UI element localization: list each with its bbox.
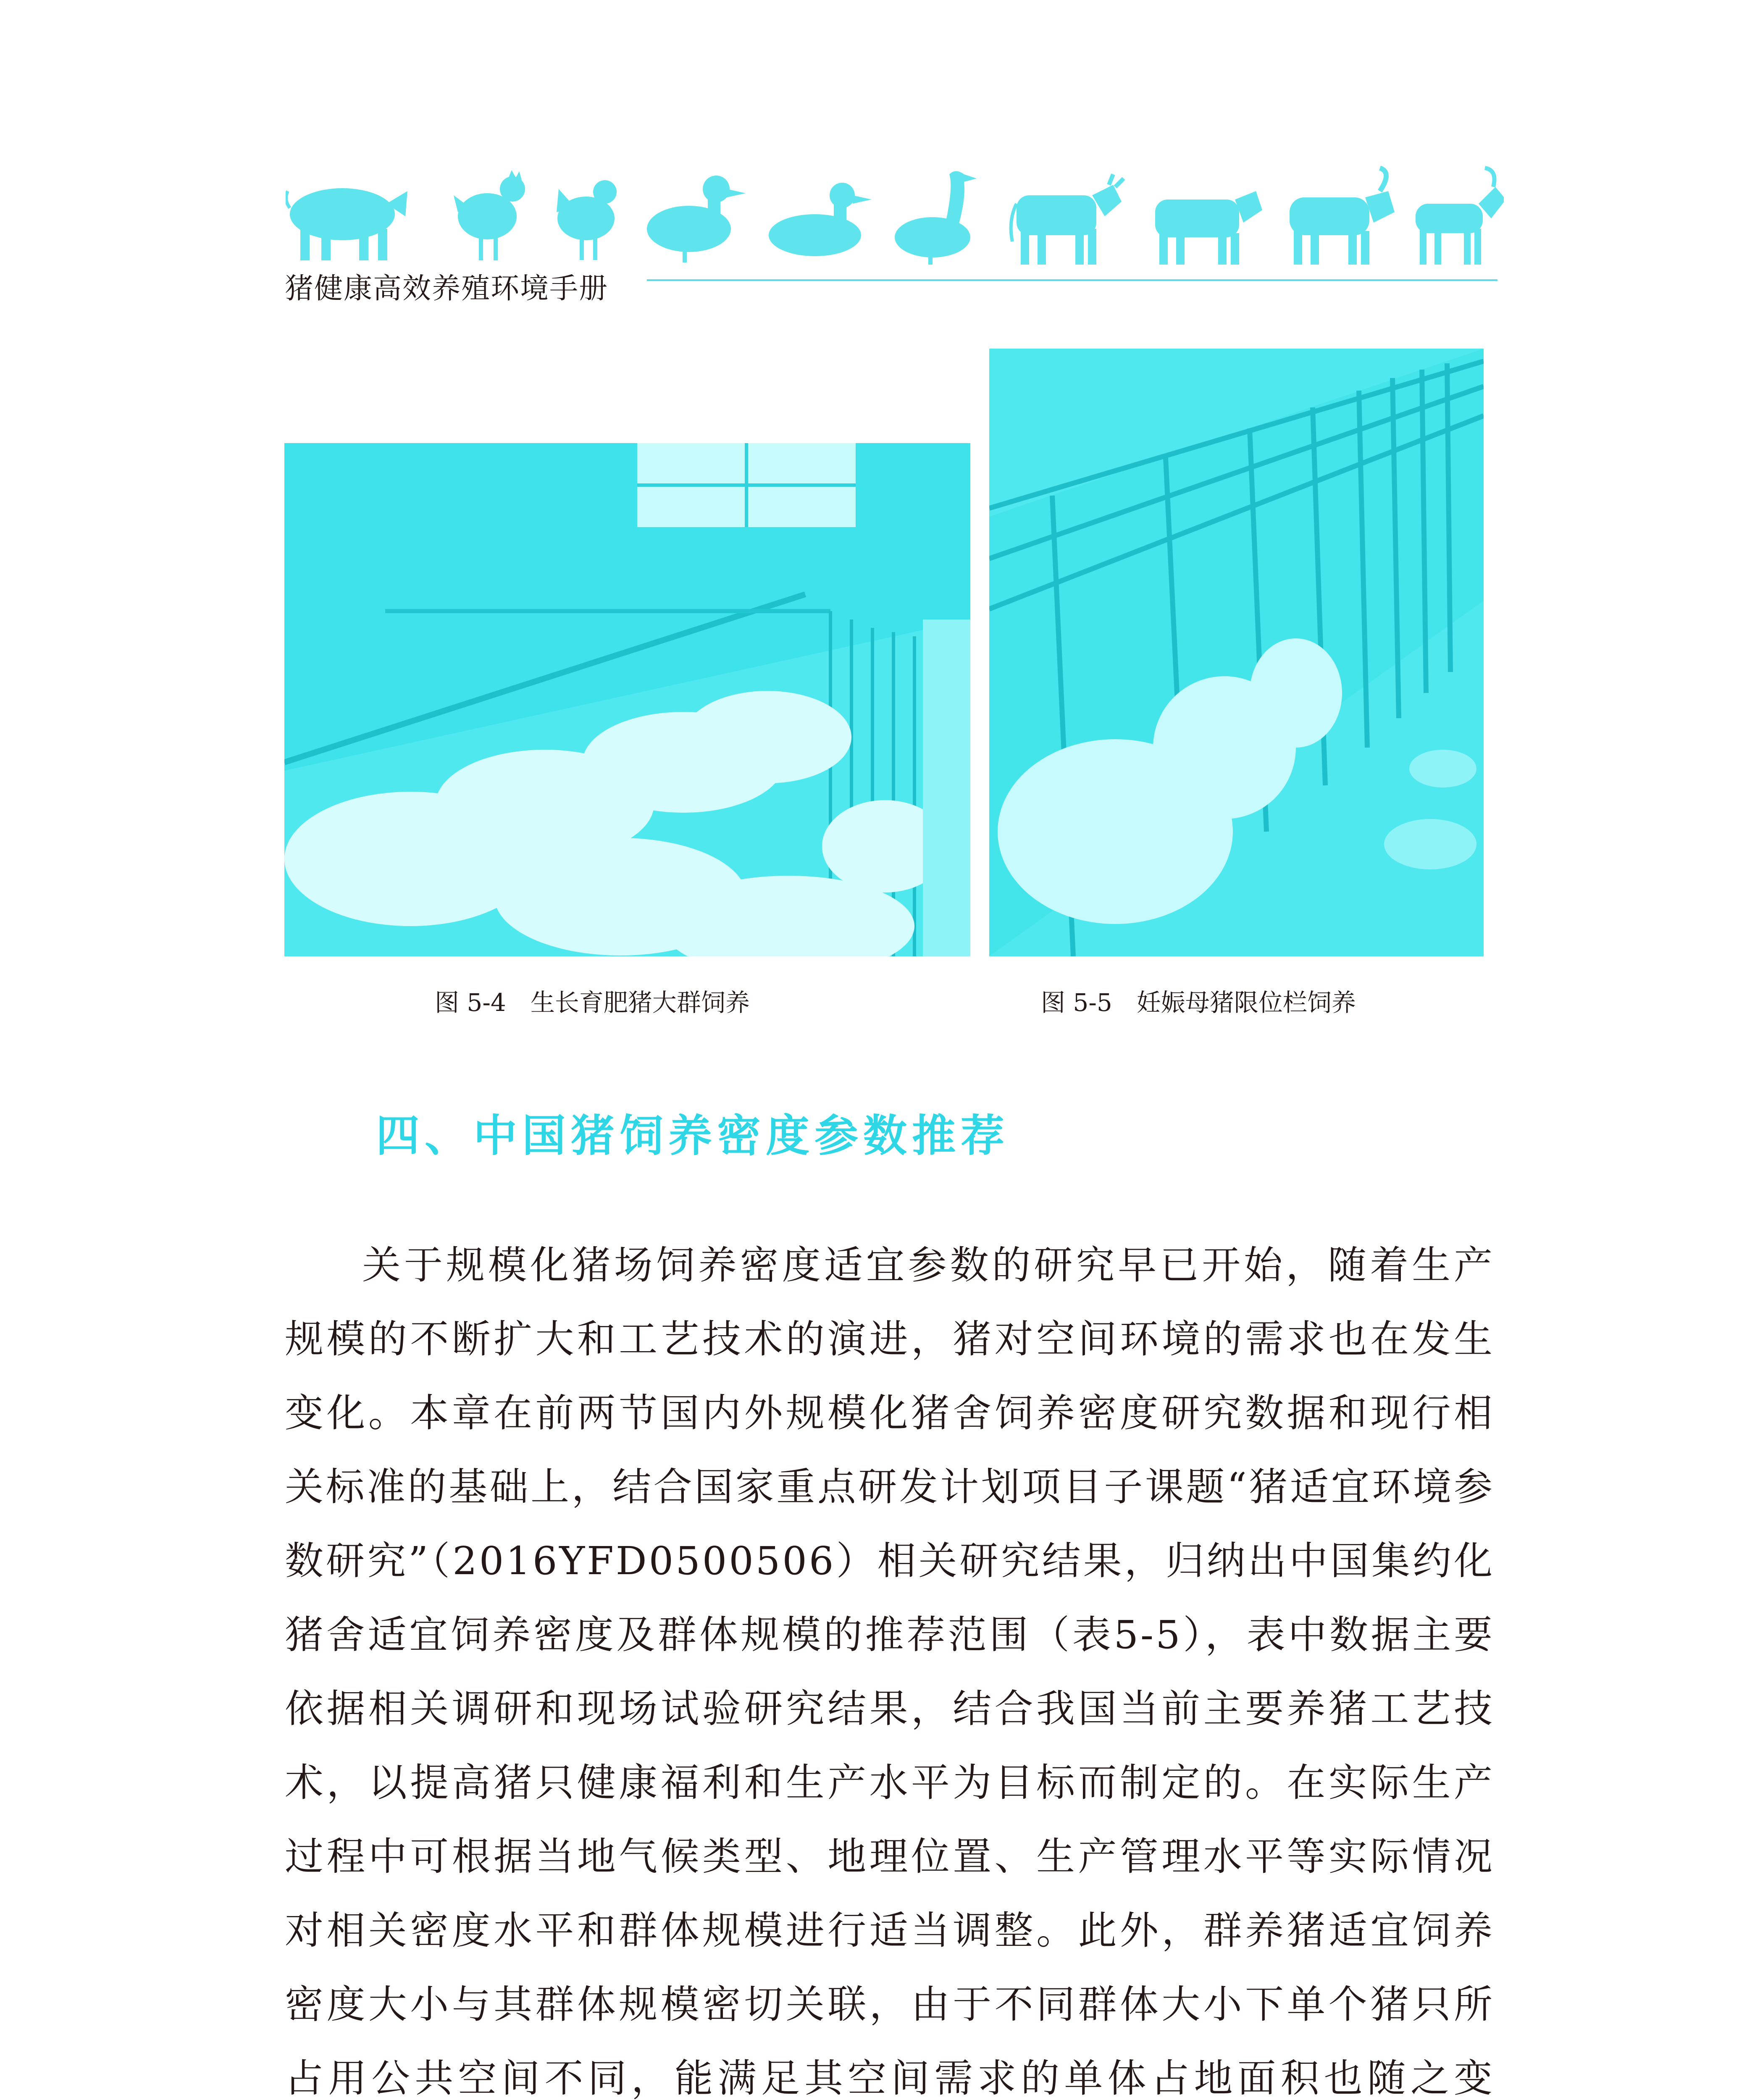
header-rule <box>647 279 1497 281</box>
goat-icon <box>1416 168 1504 265</box>
figure-caption: 图 5-5 妊娠母猪限位栏饲养 <box>1041 988 1356 1017</box>
chicken-icon <box>454 170 525 260</box>
pig-icon <box>286 188 407 260</box>
cow-icon <box>1011 174 1124 265</box>
buffalo-icon <box>1290 168 1395 265</box>
goose-icon <box>895 171 977 265</box>
figure-caption: 图 5-4 生长育肥猪大群饲养 <box>435 988 750 1017</box>
duck-icon <box>769 183 872 256</box>
hen-icon <box>557 180 617 260</box>
body-paragraph: 关于规模化猪场饲养密度适宜参数的研究早已开始，随着生产规模的不断扩大和工艺技术的演进，猪对空间环境的需求也在发生变化。本章在前两节国内外规模化猪舍饲养密度研究数据和现行相关标准的基础上，结合国家重点研发计划项目子课题“猪适宜环境参数研究”（2016YFD0500506）相关研究结果，归纳出中国集约化猪舍适宜饲养密度及群体规模的推荐范围（表5-5），表中数据主要依据相关调研和现场试验研究结果，结合我国当前主要养猪工艺技术，以提高猪只健康福利和生产水平为目标而制定的。在实际生产过程中可根据当地气候类型、地理位置、生产管理水平等实际情况对相关密度水平和群体规模进行适当调整。此外，群养猪适宜饲养密度大小与其群体规模密切关联，由于不同群体大小下单个猪只所占用公共空间不同，能满足其空间需求的单体占地面积也随之变 <box>285 1243 1495 2100</box>
animal-silhouette-strip <box>286 166 1504 267</box>
running-head-title: 猪健康高效养殖环境手册 <box>285 272 609 305</box>
figure-photo-gestation-stalls <box>989 349 1484 956</box>
duck-icon <box>647 176 746 262</box>
cattle-icon <box>1155 191 1262 265</box>
section-heading: 四、中国猪饲养密度参数推荐 <box>376 1110 1010 1161</box>
figure-photo-group-pen <box>284 443 970 956</box>
